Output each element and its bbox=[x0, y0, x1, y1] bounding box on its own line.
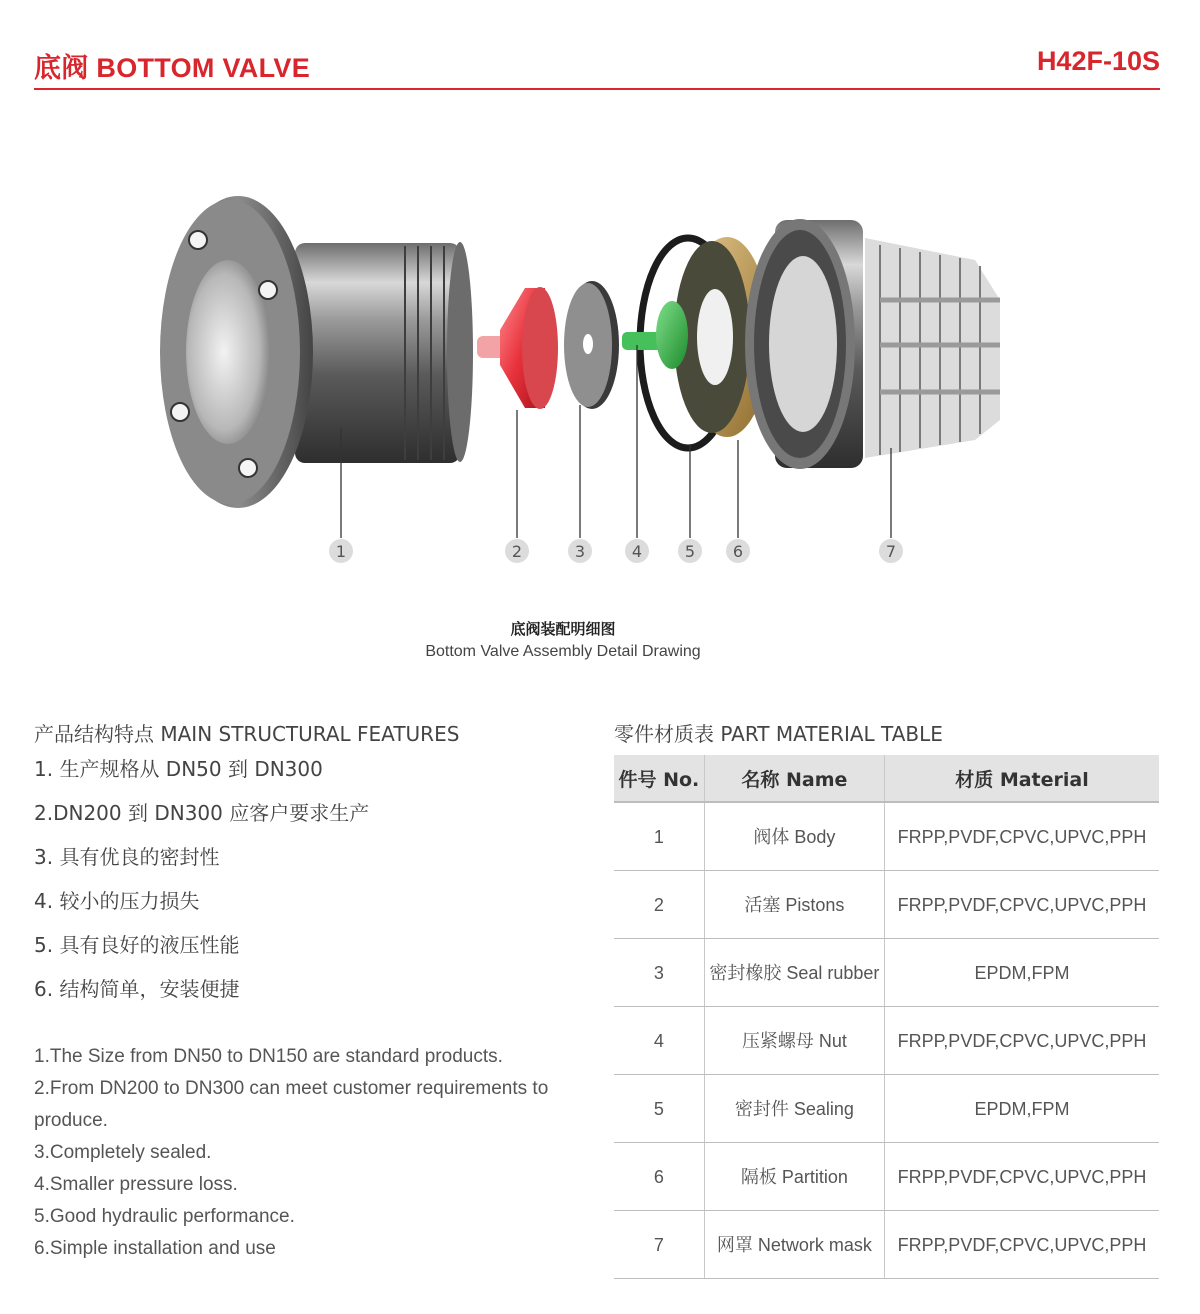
table-row bbox=[614, 802, 1159, 871]
feature-cn-item: 1. 生产规格从 DN50 到 DN300 bbox=[34, 757, 323, 781]
callout-label-4: 4 bbox=[631, 542, 643, 561]
cell-name: 隔板 Partition bbox=[704, 1143, 884, 1211]
column-header-name: 名称 Name bbox=[704, 755, 884, 802]
table-row bbox=[614, 1143, 1159, 1211]
cell-no: 2 bbox=[614, 871, 704, 939]
cell-material: EPDM,FPM bbox=[884, 1075, 1159, 1143]
feature-en-item: 6.Simple installation and use bbox=[34, 1238, 276, 1259]
feature-cn-item: 2.DN200 到 DN300 应客户要求生产 bbox=[34, 801, 370, 825]
cell-name: 密封件 Sealing bbox=[704, 1075, 884, 1143]
feature-en-item: 4.Smaller pressure loss. bbox=[34, 1174, 238, 1195]
cell-name: 活塞 Pistons bbox=[704, 871, 884, 939]
cell-no: 5 bbox=[614, 1075, 704, 1143]
cell-name: 网罩 Network mask bbox=[704, 1211, 884, 1279]
material-table bbox=[614, 755, 1159, 1279]
seal-rubber-part bbox=[564, 281, 619, 409]
cell-no: 1 bbox=[614, 802, 704, 871]
callout-label-2: 2 bbox=[511, 542, 523, 561]
cell-no: 6 bbox=[614, 1143, 704, 1211]
diagram-caption bbox=[0, 618, 1126, 661]
features-list-en bbox=[34, 1041, 574, 1265]
feature-cn-item: 4. 较小的压力损失 bbox=[34, 889, 200, 913]
feature-cn-item: 5. 具有良好的液压性能 bbox=[34, 933, 240, 957]
callout-label-3: 3 bbox=[574, 542, 586, 561]
cell-material: FRPP,PVDF,CPVC,UPVC,PPH bbox=[884, 1143, 1159, 1211]
cell-material: FRPP,PVDF,CPVC,UPVC,PPH bbox=[884, 802, 1159, 871]
feature-en-item: 3.Completely sealed. bbox=[34, 1142, 212, 1163]
caption-cn: 底阀装配明细图 bbox=[510, 620, 616, 638]
cell-name: 阀体 Body bbox=[704, 802, 884, 871]
cell-no: 4 bbox=[614, 1007, 704, 1075]
materials-title: 零件材质表 PART MATERIAL TABLE bbox=[614, 722, 943, 746]
materials-section bbox=[614, 718, 1159, 1279]
feature-en-item: 1.The Size from DN50 to DN150 are standard products. bbox=[34, 1046, 503, 1067]
callout-label-7: 7 bbox=[885, 542, 897, 561]
features-section bbox=[34, 718, 574, 1265]
piston-part bbox=[477, 287, 558, 409]
table-row bbox=[614, 939, 1159, 1007]
page-header bbox=[34, 44, 1160, 90]
nut-part bbox=[622, 301, 688, 369]
callout-label-5: 5 bbox=[684, 542, 696, 561]
cell-no: 3 bbox=[614, 939, 704, 1007]
column-header-no: 件号 No. bbox=[614, 755, 704, 802]
table-header-row bbox=[614, 755, 1159, 802]
table-row bbox=[614, 871, 1159, 939]
column-header-material: 材质 Material bbox=[884, 755, 1159, 802]
feature-cn-item: 3. 具有优良的密封性 bbox=[34, 845, 220, 869]
valve-body-part bbox=[160, 196, 473, 508]
cell-name: 压紧螺母 Nut bbox=[704, 1007, 884, 1075]
cell-material: EPDM,FPM bbox=[884, 939, 1159, 1007]
exploded-assembly-diagram bbox=[0, 150, 1200, 590]
caption-en: Bottom Valve Assembly Detail Drawing bbox=[425, 643, 701, 660]
features-title: 产品结构特点 MAIN STRUCTURAL FEATURES bbox=[34, 722, 460, 746]
cell-name: 密封橡胶 Seal rubber bbox=[704, 939, 884, 1007]
callout-label-1: 1 bbox=[335, 542, 347, 561]
feature-en-item: 2.From DN200 to DN300 can meet customer requirements to produce. bbox=[34, 1078, 549, 1131]
features-list-cn bbox=[34, 755, 574, 1019]
model-number: H42F-10S bbox=[1036, 46, 1160, 76]
table-row bbox=[614, 1075, 1159, 1143]
cell-material: FRPP,PVDF,CPVC,UPVC,PPH bbox=[884, 871, 1159, 939]
feature-cn-item: 6. 结构简单，安装便捷 bbox=[34, 977, 240, 1001]
cell-material: FRPP,PVDF,CPVC,UPVC,PPH bbox=[884, 1007, 1159, 1075]
network-mask-part bbox=[745, 219, 1000, 469]
cell-material: FRPP,PVDF,CPVC,UPVC,PPH bbox=[884, 1211, 1159, 1279]
table-row bbox=[614, 1007, 1159, 1075]
page-title: 底阀 BOTTOM VALVE bbox=[34, 53, 311, 83]
cell-no: 7 bbox=[614, 1211, 704, 1279]
table-row bbox=[614, 1211, 1159, 1279]
feature-en-item: 5.Good hydraulic performance. bbox=[34, 1206, 295, 1227]
callout-label-6: 6 bbox=[732, 542, 744, 561]
